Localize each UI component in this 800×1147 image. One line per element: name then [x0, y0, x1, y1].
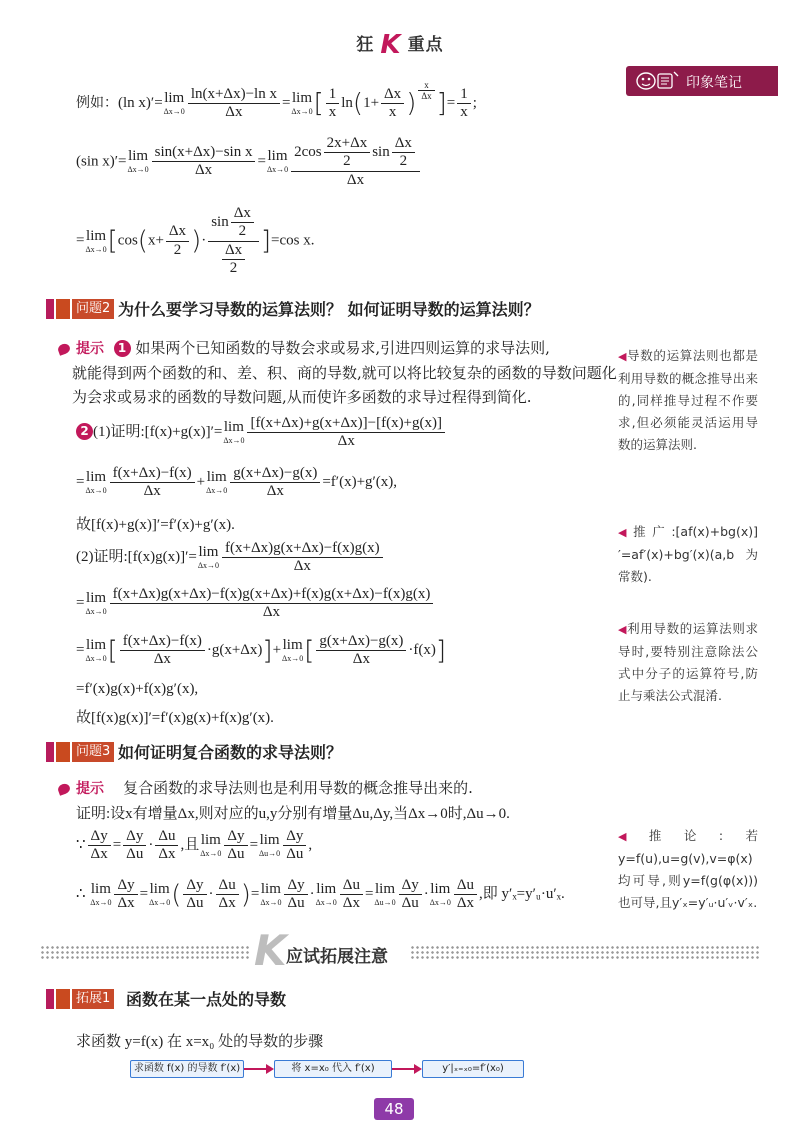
- circle-number-1: 1: [114, 340, 131, 357]
- question-tag: 问题2: [72, 299, 114, 319]
- flow-arrow-2: [392, 1068, 416, 1070]
- example-sin-derivative: (sin x)′= lim Δx→0 $\frac{\text{sin(x+Δx)−sin x}}{\Delta x}$ = lim Δx→0 2cos $\frac{2x+\Delta x}{2}$ sin $\frac{\Delta x}{2}$ Δx: [76, 135, 422, 189]
- banner-divider-right: [410, 945, 760, 959]
- example-sin-result: = lim Δx→0 [cos(x+ $\frac{\Delta x}{2}$ )· sin $\frac{\Delta x}{2}$ $\frac{\Delta x}{2}$ ]=cos x.: [76, 205, 315, 276]
- proof1-line1: 2 (1)证明:[f(x)+g(x)]′= lim Δx→0 $\frac{[f(x+\Delta x)+g(x+\Delta x)]-[f(x)+g(x)]}{\Delta x}$: [76, 415, 447, 451]
- arrow-right-icon: [414, 1064, 422, 1074]
- proof2-line1: (2)证明:[f(x)g(x)]′= lim Δx→0 $\frac{f(x+\Delta x)g(x+\Delta x)-f(x)g(x)}{\Delta x}$: [76, 540, 385, 576]
- proof1-conclusion: 故[f(x)+g(x)]′=f′(x)+g′(x).: [76, 517, 235, 533]
- section-header-q3: [46, 740, 446, 764]
- proof2-line2: = lim Δx→0 $\frac{f(x+\Delta x)g(x+\Delta x)-f(x)g(x+\Delta x)+f(x)g(x+\Delta x)-f(x)g(x)}{\Delta x}$: [76, 586, 435, 622]
- flow-step-2: 将 x=x₀ 代入 f′(x): [274, 1060, 392, 1078]
- flow-step-1: 求函数 f(x) 的导数 f′(x): [130, 1060, 244, 1078]
- section-title: 函数在某一点处的导数: [126, 990, 287, 1009]
- hint-icon: [57, 342, 72, 356]
- section-header-ext1: [46, 987, 346, 1011]
- section-banner: K 应试拓展注意: [254, 926, 388, 975]
- brand-logo: 狂 K 重点: [356, 30, 444, 60]
- section-header-q2: [46, 297, 606, 321]
- q3-proof-line1: 证明:设x有增量Δx,则对应的u,y分别有增量Δu,Δy,当Δx→0时,Δu→0.: [76, 806, 510, 822]
- page-number: 48: [374, 1098, 414, 1120]
- page-header: [0, 30, 800, 60]
- question-tag: 问题3: [72, 742, 114, 762]
- hint-icon: [57, 782, 72, 796]
- q2-hint-paragraph: 提示 1 如果两个已知函数的导数会求或易求,引进四则运算的求导法则, 就能得到两个函数的和、差、积、商的导数,就可以将比较复杂的函数的导数问题化 为会求或易求的函数的导数问题,从而使许多函数的求导过程得到简化.: [46, 336, 616, 409]
- proof1-line2: = lim Δx→0 $\frac{f(x+\Delta x)-f(x)}{\Delta x}$ + lim Δx→0 $\frac{g(x+\Delta x)-g(x)}{\Delta x}$ =f′(x)+g′(x),: [76, 465, 398, 500]
- banner-divider-left: [40, 945, 250, 959]
- ext1-intro: 求函数 y=f(x) 在 x=x₀ 处的导数的步骤: [76, 1034, 324, 1050]
- proof2-conclusion: 故[f(x)g(x)]′=f′(x)g(x)+f(x)g′(x).: [76, 710, 274, 726]
- q3-hint: 提示 复合函数的求导法则也是利用导数的概念推导出来的.: [58, 776, 473, 801]
- flow-step-3: y′|ₓ₌ₓ₀=f′(x₀): [422, 1060, 524, 1078]
- side-note-2: ◀推广:[af(x)+bg(x)]′=af′(x)+bg′(x)(a,b为常数).: [618, 524, 759, 584]
- section-title: 为什么要学习导数的运算法则？ 如何证明导数的运算法则？: [118, 300, 540, 319]
- side-note-1: ◀导数的运算法则也都是利用导数的概念推导出来的,同样推导过程不作要求,但必须能灵活运用导数的运算法则.: [618, 348, 758, 452]
- note-tag: 印象笔记: [626, 66, 778, 96]
- q3-proof-line3: ∴ lim Δx→0 $\frac{\Delta y}{\Delta x}$ = lim Δx→0 ( $\frac{\Delta y}{\Delta u}$ · $\frac{\Delta u}{\Delta x}$ )= lim Δx→0 $\frac{\Delta y}{\Delta u}$ · lim Δx→0 $\frac{\Delta u}{\Delta x}$ = lim Δu→0 $\frac{\Delta y}{\Delta u}$ · lim Δx→0 $\frac{\Delta u}{\Delta x}$ ,即 y′ₓ=y′ᵤ·u′ₓ.: [76, 877, 565, 912]
- proof2-line4: =f′(x)g(x)+f(x)g′(x),: [76, 681, 199, 697]
- side-note-4: ◀推论:若y=f(u),u=g(v),v=φ(x)均可导,则y=f(g(φ(x)))也可导,且y′ₓ=y′ᵤ·u′ᵥ·v′ₓ.: [618, 828, 758, 910]
- flow-arrow-1: [244, 1068, 268, 1070]
- q3-proof-line2: ∵ $\frac{\Delta y}{\Delta x}$ = $\frac{\Delta y}{\Delta u}$ · $\frac{\Delta u}{\Delta x}$ ,且 lim Δx→0 $\frac{\Delta y}{\Delta u}$ = lim Δu→0 $\frac{\Delta y}{\Delta u}$ ,: [76, 828, 313, 863]
- notebook-doodle-icon: [634, 68, 682, 94]
- example-ln-derivative: 例如：(ln x)′= lim Δx→0 $\frac{\text{ln(x+Δx)−ln x}}{\Delta x}$ = lim Δx→0 [ $\frac{1}{x}$ ln(1+ $\frac{\Delta x}{x}$ ) $^{\frac{x}{\Delta x}}$ ]= $\frac{1}{x}$ ;: [76, 80, 477, 120]
- proof2-line3: = lim Δx→0 [ $\frac{f(x+\Delta x)-f(x)}{\Delta x}$ ·g(x+Δx)]+ lim Δx→0 [ $\frac{g(x+\Delta x)-g(x)}{\Delta x}$ ·f(x)]: [76, 633, 447, 668]
- side-note-3: ◀利用导数的运算法则求导时,要特别注意除法公式中分子的运算符号,防止与乘法公式混淆.: [618, 621, 758, 703]
- extension-tag: 拓展1: [72, 989, 114, 1009]
- section-title: 如何证明复合函数的求导法则？: [118, 743, 343, 762]
- circle-number-2: 2: [76, 423, 93, 440]
- arrow-right-icon: [266, 1064, 274, 1074]
